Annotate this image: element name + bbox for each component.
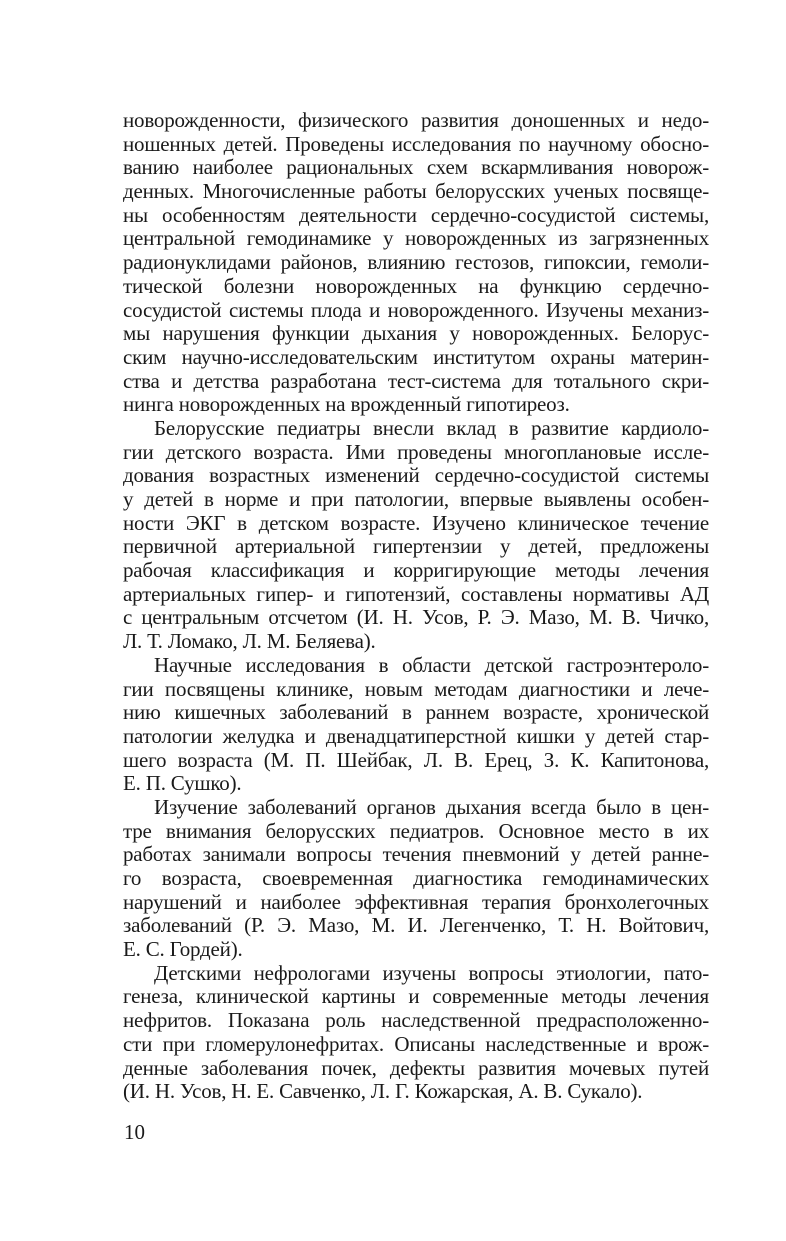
text-line: денные заболевания почек, дефекты развития мочевых путей: [123, 1055, 709, 1080]
text-line: нию кишечных заболеваний в раннем возрасте, хронической: [123, 700, 709, 725]
text-line: мы нарушения функции дыхания у новорожденных. Белорус-: [123, 321, 709, 346]
text-line: денных. Многочисленные работы белорусских ученых посвяще-: [123, 179, 709, 204]
text-line: Е. П. Сушко).: [123, 771, 242, 796]
text-line: нинга новорожденных на врожденный гипотиреоз.: [123, 392, 570, 417]
text-line: нарушений и наиболее эффективная терапия бронхолегочных: [123, 889, 709, 914]
text-line: Изучение заболеваний органов дыхания всегда было в цен-: [154, 794, 709, 819]
paragraph: [123, 654, 709, 796]
text-line: первичной артериальной гипертензии у детей, предложены: [123, 534, 709, 559]
text-line: с центральным отсчетом (И. Н. Усов, Р. Э. Мазо, М. В. Чичко,: [123, 605, 709, 630]
text-line: сосудистой системы плода и новорожденного. Изучены механиз-: [123, 297, 709, 322]
text-line: Е. С. Гордей).: [123, 937, 243, 962]
paragraph: [123, 109, 709, 417]
text-line: шего возраста (М. П. Шейбак, Л. В. Ерец, З. К. Капитонова,: [123, 747, 709, 772]
text-line: артериальных гипер- и гипотензий, составлены нормативы АД: [123, 581, 709, 606]
text-line: гии посвящены клинике, новым методам диагностики и лече-: [123, 676, 709, 701]
paragraph: [123, 962, 709, 1104]
text-line: радионуклидами районов, влиянию гестозов, гипоксии, гемоли-: [123, 250, 709, 275]
text-line: Научные исследования в области детской гастроэнтероло-: [154, 652, 709, 677]
text-line: Белорусские педиатры внесли вклад в развитие кардиоло-: [154, 415, 709, 440]
text-line: работах занимали вопросы течения пневмоний у детей ранне-: [123, 842, 709, 867]
text-line: тре внимания белорусских педиатров. Основное место в их: [123, 818, 709, 843]
text-line: сти при гломерулонефритах. Описаны наследственные и врож-: [123, 1031, 709, 1056]
text-line: у детей в норме и при патологии, впервые выявлены особен-: [123, 487, 709, 511]
text-line: ским научно-исследовательским институтом охраны материн-: [123, 344, 709, 369]
text-line: рабочая классификация и корригирующие методы лечения: [123, 558, 709, 583]
text-line: заболеваний (Р. Э. Мазо, М. И. Легенченко, Т. Н. Войтович,: [123, 913, 709, 938]
text-line: нефритов. Показана роль наследственной предрасположенно-: [123, 1008, 709, 1033]
paragraph: [123, 417, 709, 654]
text-line: ны особенностям деятельности сердечно-сосудистой системы,: [123, 202, 709, 227]
text-line: го возраста, своевременная диагностика гемодинамических: [123, 866, 709, 890]
text-line: ности ЭКГ в детском возрасте. Изучено клиническое течение: [123, 510, 709, 535]
text-line: центральной гемодинамике у новорожденных из загрязненных: [123, 226, 709, 251]
text-line: новорожденности, физического развития доношенных и недо-: [123, 108, 709, 132]
text-line: генеза, клинической картины и современные методы лечения: [123, 984, 709, 1009]
text-line: ношенных детей. Проведены исследования по научному обосно-: [123, 131, 709, 156]
text-line: гии детского возраста. Ими проведены многоплановые иссле-: [123, 439, 709, 464]
text-line: тической болезни новорожденных на функцию сердечно-: [123, 273, 709, 298]
text-line: ванию наиболее рациональных схем вскармливания новорож-: [123, 155, 709, 180]
text-line: Детскими нефрологами изучены вопросы этиологии, пато-: [154, 960, 709, 985]
text-line: Л. Т. Ломако, Л. М. Беляева).: [123, 629, 376, 654]
text-line: (И. Н. Усов, Н. Е. Савченко, Л. Г. Кожарская, А. В. Сукало).: [123, 1079, 643, 1104]
page-number: 10: [124, 1120, 145, 1144]
paragraph: [123, 796, 709, 962]
text-line: дования возрастных изменений сердечно-сосудистой системы: [123, 463, 709, 488]
text-line: патологии желудка и двенадцатиперстной кишки у детей стар-: [123, 723, 709, 748]
text-line: ства и детства разработана тест-система для тотального скри-: [123, 368, 709, 393]
page-body: [123, 109, 709, 1104]
